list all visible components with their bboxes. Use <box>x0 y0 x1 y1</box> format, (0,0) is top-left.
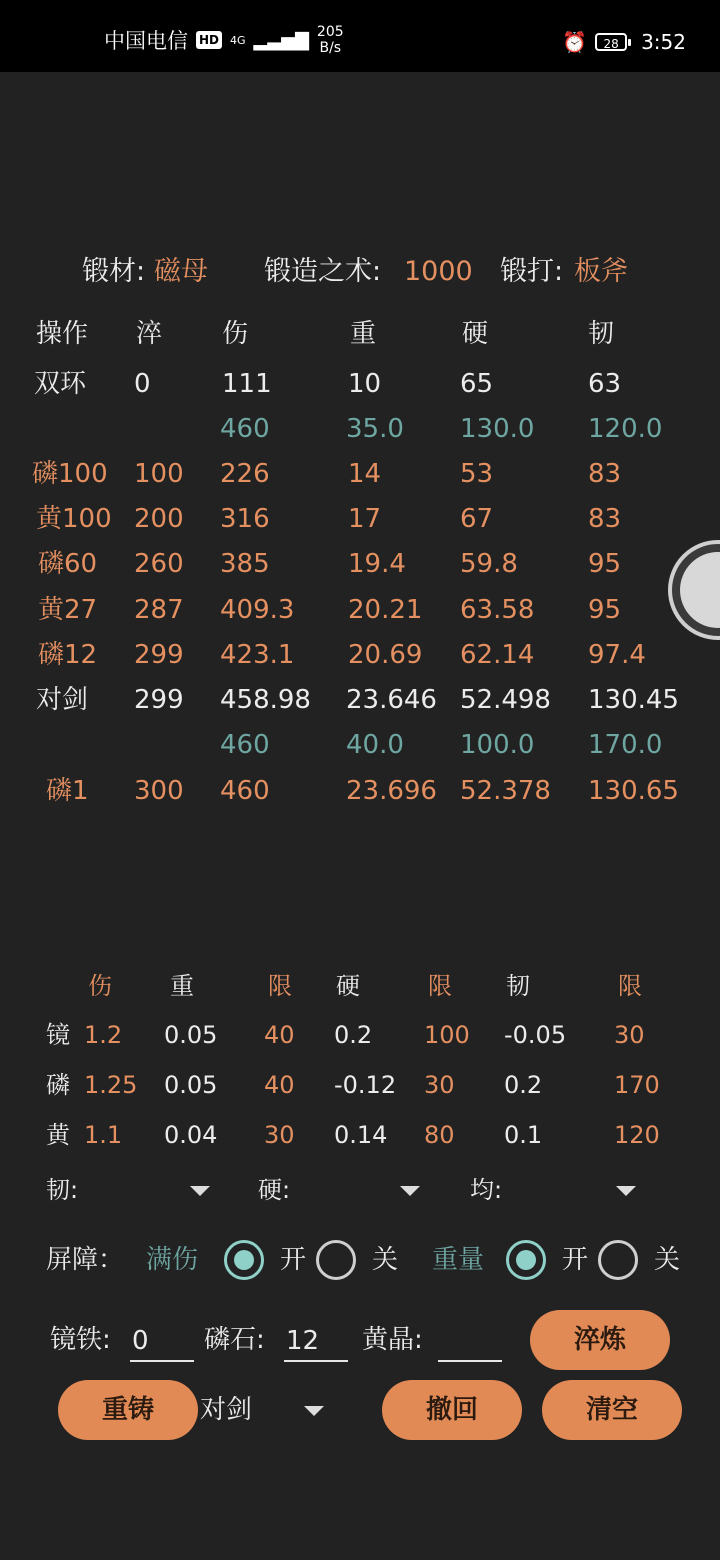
huang-input[interactable] <box>438 1322 502 1362</box>
full-damage-on-radio[interactable] <box>224 1240 264 1280</box>
col-shang: 伤 <box>222 319 249 349</box>
jun-dropdown-label: 均: <box>470 1176 503 1204</box>
signal-icon: ▂▃▅▇ <box>253 29 309 51</box>
col-ying: 硬 <box>462 319 489 349</box>
coef-header: 伤 重 限 硬 限 韧 限 <box>88 972 642 1000</box>
network-type: 4G <box>230 33 246 47</box>
table-row: 磷1 300 460 23.696 52.378 130.65 <box>46 776 679 806</box>
table-row: 黄100 200 316 17 67 83 <box>36 504 622 534</box>
barrier-row <box>0 1242 720 1278</box>
huang-label: 黄晶: <box>362 1325 423 1355</box>
jing-input[interactable]: 0 <box>130 1322 194 1362</box>
table-row: 磷12 299 423.1 20.69 62.14 97.4 <box>38 640 646 670</box>
weight-label: 重量 <box>432 1245 485 1275</box>
barrier-label: 屏障： <box>46 1245 125 1275</box>
weight-on-label: 开 <box>562 1245 589 1275</box>
full-damage-off-radio[interactable] <box>316 1240 356 1280</box>
chongzhu-button[interactable]: 重铸 <box>58 1380 198 1440</box>
ying-dropdown[interactable] <box>400 1186 420 1196</box>
table-row: 对剑 299 458.98 23.646 52.498 130.45 <box>36 685 679 715</box>
weapon-dropdown-arrow[interactable] <box>304 1406 324 1416</box>
battery-icon: 28 <box>595 33 627 51</box>
weapon-select-value: 对剑 <box>200 1395 253 1425</box>
table-row-limit: 460 40.0 100.0 170.0 <box>220 730 663 760</box>
lin-input[interactable]: 12 <box>284 1322 348 1362</box>
table-row: 黄27 287 409.3 20.21 63.58 95 <box>38 595 622 625</box>
material-label: 锻材: <box>82 256 146 287</box>
dropdown-row <box>0 1172 720 1208</box>
clock: 3:52 <box>641 30 686 54</box>
alarm-icon: ⏰ <box>562 30 588 54</box>
ying-dropdown-label: 硬: <box>258 1176 291 1204</box>
coef-row: 磷 1.25 0.05 40 -0.12 30 0.2 170 <box>46 1071 660 1099</box>
weight-on-radio[interactable] <box>506 1240 546 1280</box>
carrier-name: 中国电信 <box>104 29 188 53</box>
full-damage-on-label: 开 <box>280 1245 307 1275</box>
jun-dropdown[interactable] <box>616 1186 636 1196</box>
cuilian-button[interactable]: 淬炼 <box>530 1310 670 1370</box>
lin-label: 磷石: <box>204 1325 265 1355</box>
table-row-limit: 460 35.0 130.0 120.0 <box>220 414 663 444</box>
qingkong-button[interactable]: 清空 <box>542 1380 682 1440</box>
material-value: 磁母 <box>154 256 208 287</box>
table-header <box>0 316 720 352</box>
chehui-button[interactable]: 撤回 <box>382 1380 522 1440</box>
network-speed: 205 B/s <box>316 24 344 56</box>
col-cui: 淬 <box>136 319 163 349</box>
col-op: 操作 <box>36 319 89 349</box>
full-damage-label: 满伤 <box>146 1245 199 1275</box>
hd-icon: HD <box>196 31 222 49</box>
weight-off-label: 关 <box>654 1245 681 1275</box>
jing-label: 镜铁: <box>50 1325 111 1355</box>
skill-label: 锻造之术: <box>264 256 382 287</box>
status-bar <box>0 0 720 72</box>
ren-dropdown-label: 韧: <box>46 1176 79 1204</box>
table-row: 磷60 260 385 19.4 59.8 95 <box>38 549 622 579</box>
table-row: 双环 0 111 10 65 63 <box>34 369 622 399</box>
col-zhong: 重 <box>350 319 377 349</box>
coef-row: 黄 1.1 0.04 30 0.14 80 0.1 120 <box>46 1121 660 1149</box>
ren-dropdown[interactable] <box>190 1186 210 1196</box>
col-ren: 韧 <box>588 319 615 349</box>
forge-label: 锻打: <box>500 256 564 287</box>
table-row: 磷100 100 226 14 53 83 <box>32 459 622 489</box>
forge-value: 板斧 <box>574 256 628 287</box>
forge-header <box>0 254 720 290</box>
coef-row: 镜 1.2 0.05 40 0.2 100 -0.05 30 <box>46 1021 645 1049</box>
full-damage-off-label: 关 <box>372 1245 399 1275</box>
skill-value: 1000 <box>404 256 473 287</box>
weight-off-radio[interactable] <box>598 1240 638 1280</box>
